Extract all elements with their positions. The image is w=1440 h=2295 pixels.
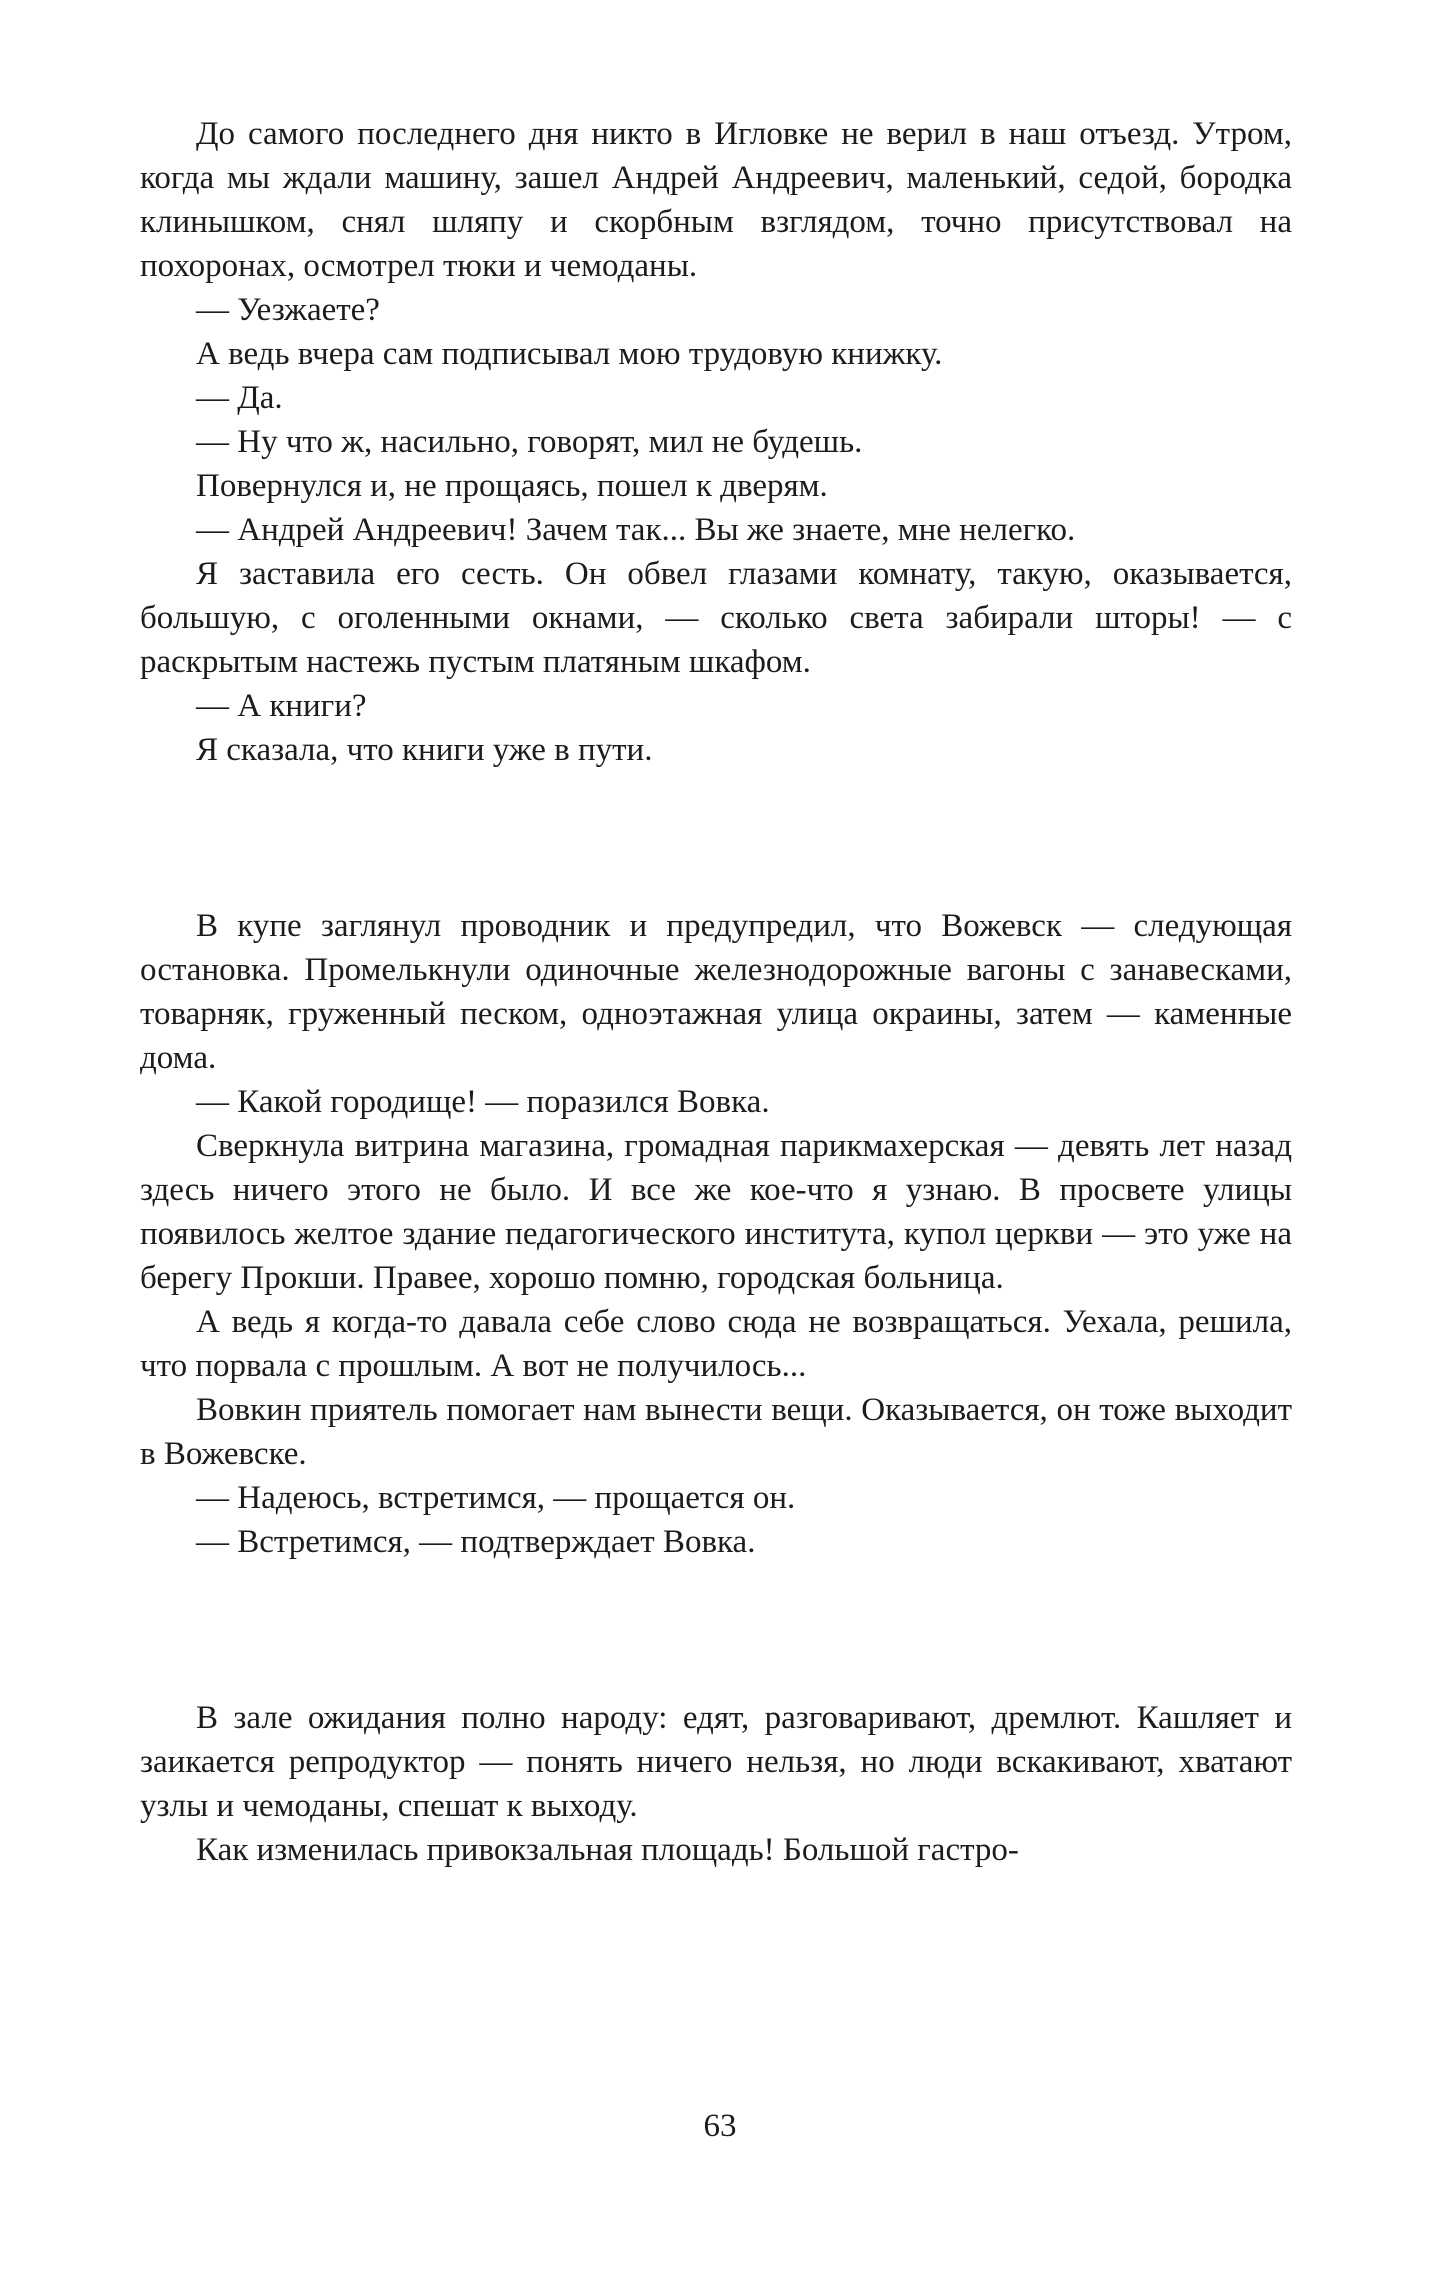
text-section-2 [140, 904, 1292, 1564]
paragraph: В купе заглянул проводник и предупредил, что Вожевск — следующая остановка. Промелькнули одиночные железнодорожные вагоны с занавесками, товарняк, груженный песком, одноэтажная улица окраины, затем — каменные дома. [140, 908, 1292, 1076]
page-text [140, 112, 1292, 1872]
paragraph: — Надеюсь, встретимся, — прощается он. [196, 1480, 796, 1516]
paragraph: — Да. [196, 380, 283, 416]
text-section-3 [140, 1696, 1292, 1872]
paragraph: Как изменилась привокзальная площадь! Большой гастро- [196, 1832, 1019, 1868]
paragraph: А ведь вчера сам подписывал мою трудовую книжку. [196, 336, 943, 372]
paragraph: Повернулся и, не прощаясь, пошел к дверям. [196, 468, 828, 504]
paragraph: Вовкин приятель помогает нам вынести вещи. Оказывается, он тоже выходит в Вожевске. [140, 1392, 1292, 1472]
paragraph: — Встретимся, — подтверждает Вовка. [196, 1524, 756, 1560]
paragraph: В зале ожидания полно народу: едят, разговаривают, дремлют. Кашляет и заикается репродуктор — понять ничего нельзя, но люди вскакивают, хватают узлы и чемоданы, спешат к выходу. [140, 1700, 1292, 1824]
paragraph: Сверкнула витрина магазина, громадная парикмахерская — девять лет назад здесь ничего этого не было. И все же кое-что я узнаю. В просвете улицы появилось желтое здание педагогического института, купол церкви — это уже на берегу Прокши. Правее, хорошо помню, городская больница. [140, 1128, 1292, 1296]
paragraph: Я заставила его сесть. Он обвел глазами комнату, такую, оказывается, большую, с оголенными окнами, — сколько света забирали шторы! — с раскрытым настежь пустым платяным шкафом. [140, 556, 1292, 680]
paragraph: — Уезжаете? [196, 292, 380, 328]
paragraph: — Ну что ж, насильно, говорят, мил не будешь. [196, 424, 863, 460]
page-number: 63 [703, 2108, 737, 2144]
paragraph: А ведь я когда-то давала себе слово сюда не возвращаться. Уехала, решила, что порвала с прошлым. А вот не получилось... [140, 1304, 1292, 1384]
text-section-1 [140, 112, 1292, 772]
paragraph: Я сказала, что книги уже в пути. [196, 732, 653, 768]
paragraph: — А книги? [196, 688, 367, 724]
paragraph: — Какой городище! — поразился Вовка. [196, 1084, 770, 1120]
paragraph: — Андрей Андреевич! Зачем так... Вы же знаете, мне нелегко. [196, 512, 1076, 548]
paragraph: До самого последнего дня никто в Игловке не верил в наш отъезд. Утром, когда мы ждали машину, зашел Андрей Андреевич, маленький, седой, бородка клинышком, снял шляпу и скорбным взглядом, точно присутствовал на похоронах, осмотрел тюки и чемоданы. [140, 116, 1292, 284]
